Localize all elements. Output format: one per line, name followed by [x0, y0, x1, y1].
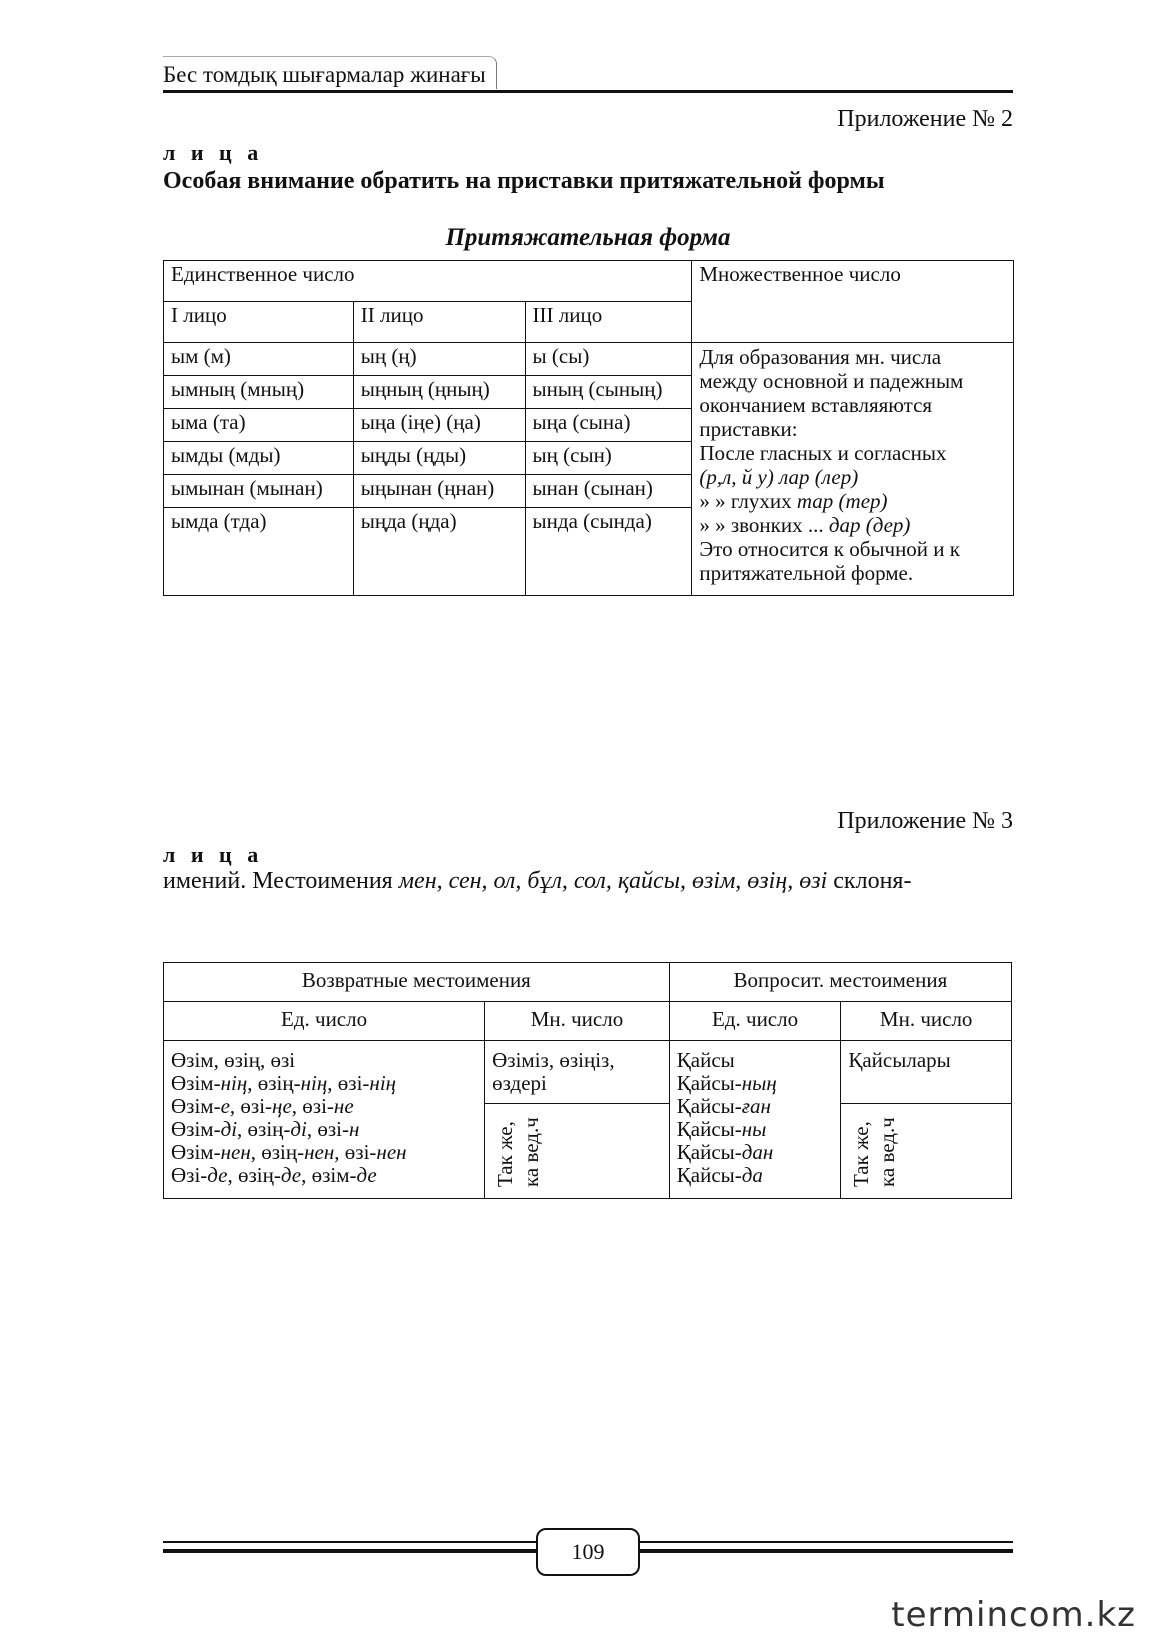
refl-pl-top-cell: Өзіміз, өзіңіз, өздері	[485, 1041, 670, 1104]
note-text: » » звонких ...	[699, 513, 829, 537]
reflexive-header: Возвратные местоимения	[164, 963, 670, 1002]
declension-line: Қайсы-ның	[676, 1071, 777, 1095]
interrogative-header: Вопросит. местоимения	[669, 963, 1011, 1002]
vertical-note: Так же, ка вед.ч	[849, 1117, 900, 1187]
table-title: Притяжательная форма	[445, 224, 731, 251]
q-sg-cell	[669, 1041, 841, 1199]
pronoun-sentence	[163, 868, 911, 895]
plural-note-line: Для образования мн. числа	[699, 345, 942, 369]
table-cell: ыңның (ңның)	[353, 376, 525, 409]
declension-line: Қайсы-дан	[676, 1140, 774, 1164]
note-text: » » глухих	[699, 489, 797, 513]
refl-pl-bottom-cell	[485, 1104, 670, 1199]
plural-header: Множественное число	[692, 261, 1014, 343]
table-cell: ымның (мның)	[164, 376, 354, 409]
table-cell: ының (сының)	[525, 376, 692, 409]
running-title: Бес томдық шығармалар жинағы	[163, 56, 497, 89]
table-cell: ың (ң)	[353, 343, 525, 376]
attention-note: Особая внимание обратить на приставки притяжательной формы	[163, 168, 885, 194]
sentence-text: имений. Местоимения	[163, 868, 399, 894]
header-rule	[163, 90, 1013, 93]
person-2-header: II лицо	[353, 302, 525, 343]
table-cell: ыңынан (ңнан)	[353, 475, 525, 508]
declension-line: Өзім-ді, өзің-ді, өзі-н	[171, 1117, 360, 1141]
q-sg-header: Ед. число	[669, 1002, 841, 1041]
plural-note-line: притяжательной форме.	[699, 561, 914, 585]
declension-line: Өзім-е, өзі-ңе, өзі-не	[171, 1094, 354, 1118]
table-cell: ымынан (мынан)	[164, 475, 354, 508]
vertical-note: Так же, ка вед.ч	[493, 1117, 544, 1187]
plural-note-line: окончанием вставляяются	[699, 393, 933, 417]
person-3-header: III лицо	[525, 302, 692, 343]
pronouns-table	[163, 962, 1012, 1199]
table-cell: ында (сында)	[525, 508, 692, 596]
person-1-header: I лицо	[164, 302, 354, 343]
note-suffix: дар (дер)	[828, 513, 911, 537]
declension-line: Қайсы-да	[676, 1163, 763, 1187]
refl-sg-cell	[164, 1041, 485, 1199]
page-number: 109	[536, 1528, 640, 1576]
table-cell: ынан (сынан)	[525, 475, 692, 508]
q-pl-top-cell: Қайсылары	[841, 1041, 1012, 1104]
declension-line: Қайсы	[676, 1048, 735, 1072]
refl-pl-header: Мн. число	[485, 1002, 670, 1041]
declension-line: Өзім, өзің, өзі	[171, 1048, 296, 1072]
spaced-heading: л и ц а	[163, 842, 264, 867]
table-cell: ымда (тда)	[164, 508, 354, 596]
plural-note-line: (р,л, й у) лар (лер)	[699, 465, 859, 489]
watermark-logo: termincom.kz	[891, 1595, 1136, 1635]
declension-line: Қайсы-ны	[676, 1117, 767, 1141]
appendix-3-label: Приложение № 3	[837, 808, 1013, 834]
plural-note-line: приставки:	[699, 417, 798, 441]
plural-note-line: Это относится к обычной и к	[699, 537, 960, 561]
table-cell: ыңа (іңе) (ңа)	[353, 409, 525, 442]
declension-line: Қайсы-ған	[676, 1094, 771, 1118]
sentence-pronouns: мен, сен, ол, бұл, сол, қайсы, өзім, өзің, өзі	[398, 868, 828, 894]
table-cell: ыма (та)	[164, 409, 354, 442]
spaced-heading: л и ц а	[163, 140, 264, 165]
possessive-form-table	[163, 260, 1014, 596]
table-cell: ың (сын)	[525, 442, 692, 475]
sentence-text: склоня-	[827, 868, 912, 894]
plural-note-line: между основной и падежным	[699, 369, 964, 393]
declension-line: Өзім-нен, өзің-нен, өзі-нен	[171, 1140, 407, 1164]
table-cell: ыңда (ңда)	[353, 508, 525, 596]
table-cell: ы (сы)	[525, 343, 692, 376]
table-cell: ымды (мды)	[164, 442, 354, 475]
refl-sg-header: Ед. число	[164, 1002, 485, 1041]
q-pl-header: Мн. число	[841, 1002, 1012, 1041]
q-pl-bottom-cell	[841, 1104, 1012, 1199]
plural-note-line	[699, 489, 1006, 513]
plural-note-line: После гласных и согласных	[699, 441, 947, 465]
note-suffix: тар (тер)	[796, 489, 888, 513]
declension-line: Өзім-нің, өзің-нің, өзі-нің	[171, 1071, 397, 1095]
plural-note-line	[699, 513, 1006, 537]
plural-note-cell	[692, 343, 1014, 596]
table-cell: ым (м)	[164, 343, 354, 376]
declension-line: Өзі-де, өзің-де, өзім-де	[171, 1163, 377, 1187]
singular-header: Единственное число	[164, 261, 692, 302]
table-cell: ыңды (ңды)	[353, 442, 525, 475]
table-cell: ыңа (сына)	[525, 409, 692, 442]
appendix-2-label: Приложение № 2	[837, 106, 1013, 132]
